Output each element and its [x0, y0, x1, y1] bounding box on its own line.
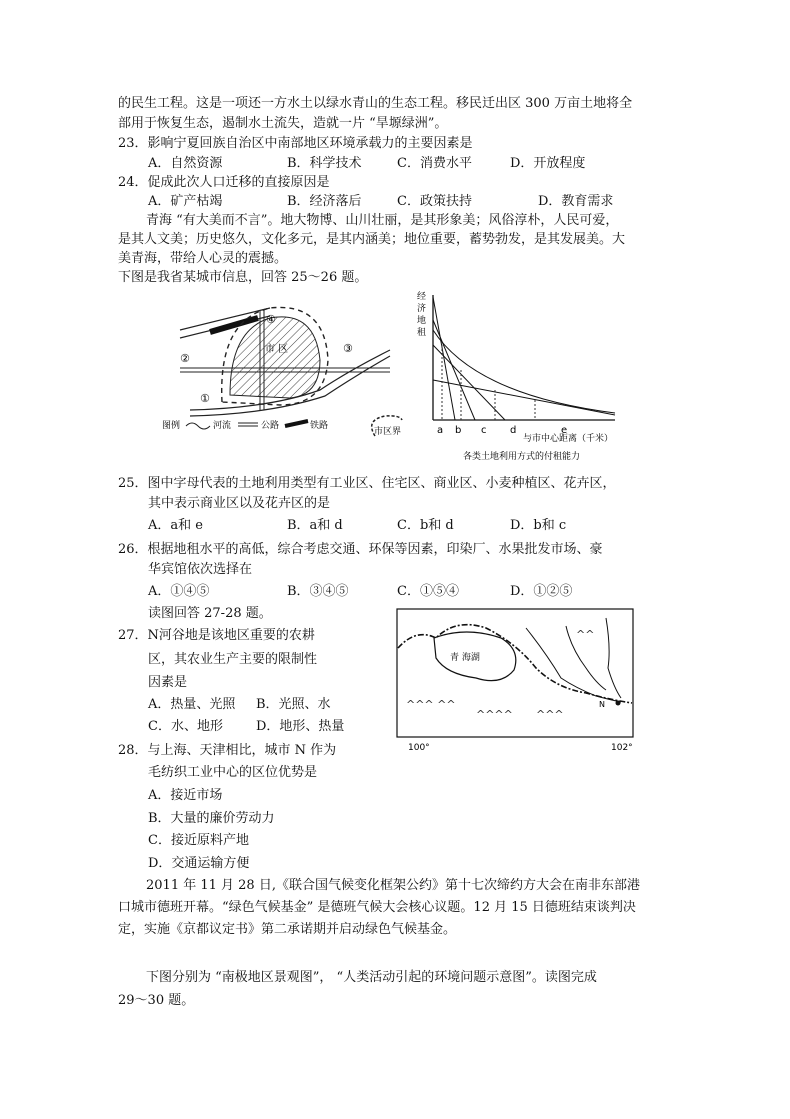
city-district-area	[230, 317, 320, 398]
q27-line-2: 区，其农业生产主要的限制性	[148, 652, 318, 667]
q28-option-b[interactable]: B．大量的廉价劳动力	[148, 811, 275, 826]
q27-option-c[interactable]: C．水、地形	[148, 719, 223, 734]
q28-line-2: 毛纺织工业中心的区位优势是	[148, 765, 318, 780]
q28-line-1: 28．与上海、天津相比，城市 N 作为	[118, 743, 337, 758]
mountain-symbols-3: ^^^	[536, 708, 564, 721]
legend-river-symbol	[186, 423, 210, 429]
rent-line-a	[433, 297, 455, 420]
marker-4: ④	[266, 313, 276, 326]
qinghai-line-1: 青海 “有大美而不言”。地大物博、山川壮丽，是其形象美；风俗淳朴，人民可爱，	[146, 213, 619, 228]
marker-2: ②	[180, 352, 190, 365]
city-map-figure	[160, 290, 410, 440]
city-center-label: 市 区	[265, 344, 289, 355]
tick-c: c	[481, 425, 487, 436]
final-line-2: 29～30 题。	[118, 993, 195, 1008]
tick-a: a	[437, 425, 444, 436]
q23-stem: 23．影响宁夏回族自治区中南部地区环境承载力的主要因素是	[118, 136, 473, 151]
q25-option-c[interactable]: C．b和 d	[397, 518, 454, 533]
q23-option-d[interactable]: D．开放程度	[510, 156, 586, 171]
tick-d: d	[510, 425, 517, 436]
marker-3: ③	[343, 342, 353, 355]
q28-option-d[interactable]: D．交通运输方便	[148, 856, 250, 871]
lake-label: 青 海湖	[450, 653, 480, 663]
rent-chart	[415, 285, 625, 465]
q25-option-d[interactable]: D．b和 c	[510, 518, 567, 533]
q28-option-a[interactable]: A．接近市场	[148, 788, 223, 803]
rent-line-d	[433, 330, 615, 413]
legend-title: 图例	[162, 421, 181, 431]
intro-line-2: 部用于恢复生态，遏制水土流失，造就一片 “旱塬绿洲”。	[118, 116, 448, 131]
map-frame	[397, 609, 633, 737]
qinghai-line-3: 美青海，带给人心灵的震撼。	[118, 251, 288, 266]
rent-line-e	[433, 380, 615, 415]
rent-chart-ylabel-3: 地	[417, 316, 427, 326]
q27-line-1: 27．N河谷地是该地区重要的农耕	[118, 628, 315, 643]
q23-option-b[interactable]: B．科学技术	[287, 156, 362, 171]
rent-line-b	[433, 320, 475, 420]
q24-stem: 24．促成此次人口迁移的直接原因是	[118, 175, 330, 190]
q26-option-a[interactable]: A．①④⑤	[148, 584, 210, 599]
q24-option-b[interactable]: B．经济落后	[287, 194, 362, 209]
legend-rail-symbol	[285, 421, 308, 426]
rent-chart-ylabel-2: 济	[417, 304, 427, 314]
q25-stem-2: 其中表示商业区以及花卉区的是	[148, 496, 331, 511]
mountain-symbols-1: ^^^ ^^	[406, 698, 456, 711]
legend-river: 河流	[213, 421, 232, 431]
city-n-label: N	[599, 700, 605, 709]
city-n-point	[616, 701, 621, 706]
lon-left: 100°	[408, 743, 430, 753]
lon-right: 102°	[611, 743, 633, 753]
climate-line-3: 定，实施《京都议定书》第二承诺期并启动绿色气候基金。	[118, 922, 457, 937]
q27-option-b[interactable]: B．光照、水	[256, 697, 331, 712]
q24-option-d[interactable]: D．教育需求	[538, 194, 614, 209]
intro-line-1: 的民生工程。这是一项还一方水土以绿水青山的生态工程。移民迁出区 300 万亩土地将全	[118, 96, 633, 111]
q23-option-a[interactable]: A．自然资源	[148, 156, 223, 171]
q26-stem-1: 26．根据地租水平的高低，综合考虑交通、环保等因素，印染厂、水果批发市场、豪	[118, 542, 603, 557]
legend-boundary: 市区界	[374, 427, 402, 437]
q26-stem-2: 华宾馆依次选择在	[148, 562, 253, 577]
q25-stem-1: 25．图中字母代表的土地利用类型有工业区、住宅区、商业区、小麦种植区、花卉区，	[118, 476, 616, 491]
marker-1: ①	[200, 392, 210, 405]
q23-option-c[interactable]: C．消费水平	[397, 156, 472, 171]
climate-line-1: 2011 年 11 月 28 日,《联合国气候变化框架公约》第十七次缔约方大会在南非东部港	[146, 878, 640, 893]
tick-e: e	[561, 425, 568, 436]
legend-road: 公路	[261, 421, 280, 431]
q26-option-b[interactable]: B．③④⑤	[287, 584, 349, 599]
q26-option-c[interactable]: C．①⑤④	[397, 584, 459, 599]
mountain-symbols-4: ^^	[576, 628, 595, 641]
rent-chart-caption: 各类土地利用方式的付租能力	[463, 452, 581, 462]
q24-option-a[interactable]: A．矿产枯竭	[148, 194, 223, 209]
q27-option-d[interactable]: D．地形、热量	[256, 719, 345, 734]
qinghai-map	[396, 608, 636, 756]
q27-option-a[interactable]: A．热量、光照	[148, 697, 236, 712]
rent-chart-ylabel-1: 经	[417, 292, 427, 302]
legend-rail: 铁路	[310, 421, 329, 431]
qinghai-line-2: 是其人文美；历史悠久，文化多元，是其内涵美；地位重要，蓄势勃发，是其发展美。大	[118, 232, 626, 247]
rent-chart-xlabel: 与市中心距离（千米）	[523, 434, 614, 444]
rent-chart-ylabel-4: 租	[417, 328, 427, 338]
q27-line-3: 因素是	[148, 675, 188, 690]
tick-b: b	[455, 425, 462, 436]
q28-option-c[interactable]: C．接近原料产地	[148, 833, 249, 848]
city-intro: 下图是我省某城市信息，回答 25～26 题。	[118, 270, 368, 285]
q24-option-c[interactable]: C．政策扶持	[397, 194, 472, 209]
q25-option-a[interactable]: A．a和 e	[148, 518, 203, 533]
read-intro: 读图回答 27-28 题。	[148, 606, 272, 621]
q25-option-b[interactable]: B．a和 d	[287, 518, 343, 533]
mountain-symbols-2: ^^^^	[476, 708, 513, 721]
q26-option-d[interactable]: D．①②⑤	[510, 584, 573, 599]
final-line-1: 下图分别为 “南极地区景观图”， “人类活动引起的环境问题示意图”。读图完成	[146, 970, 597, 985]
climate-line-2: 口城市德班开幕。“绿色气候基金” 是德班气候大会核心议题。12 月 15 日德班结束谈判决	[118, 900, 636, 915]
